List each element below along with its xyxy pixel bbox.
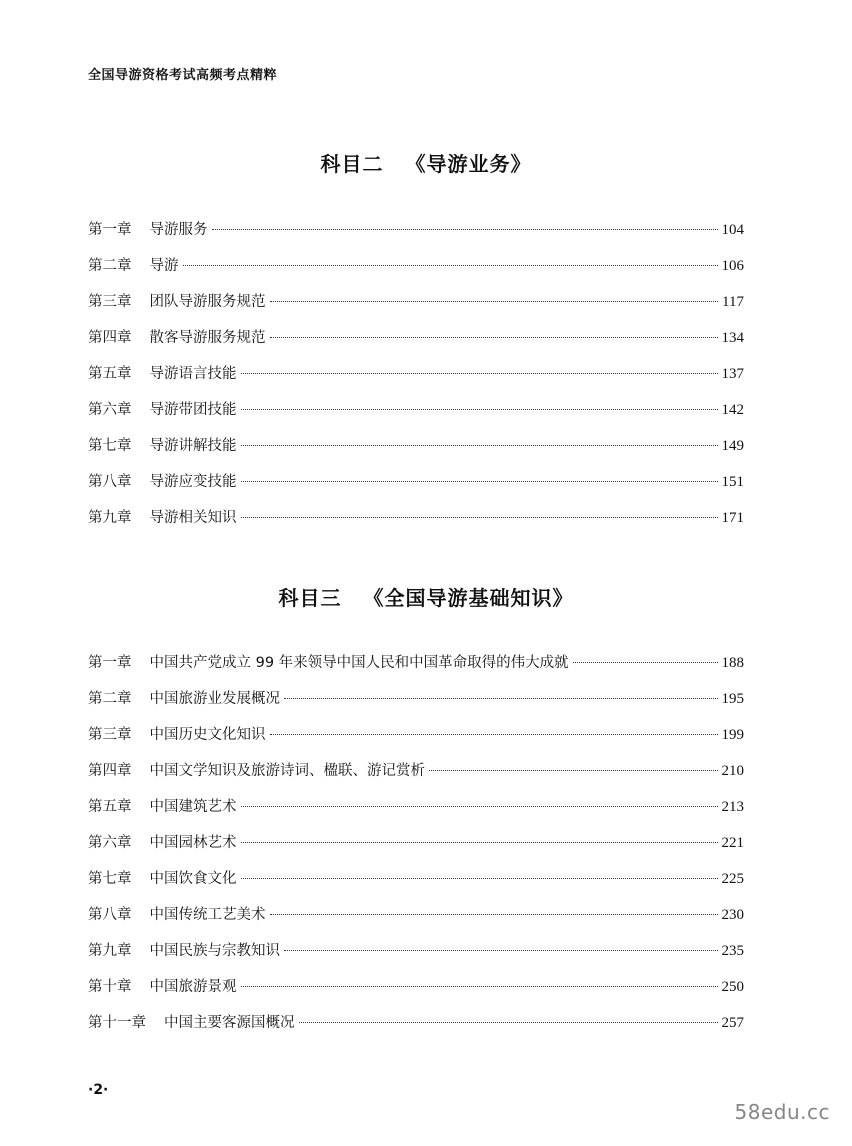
- section-number: 科目三: [278, 586, 342, 610]
- section-name: 《导游业务》: [405, 152, 532, 176]
- toc-entry[interactable]: [88, 1013, 744, 1049]
- chapter-title: 导游应变技能: [149, 474, 237, 490]
- chapter-title: 导游服务: [149, 222, 208, 238]
- chapter-title: 中国历史文化知识: [149, 727, 266, 743]
- chapter-title: 中国旅游景观: [149, 979, 237, 995]
- section-title-subject-3: [0, 582, 852, 611]
- chapter-title: 中国饮食文化: [149, 871, 237, 887]
- toc-list-subject-3: [88, 653, 744, 1049]
- toc-entry[interactable]: [88, 220, 744, 256]
- page-number: 106: [721, 258, 744, 274]
- watermark: 58edu.cc: [734, 1100, 830, 1124]
- chapter-number: 第八章: [88, 474, 132, 490]
- chapter-number: 第五章: [88, 366, 132, 382]
- chapter-title: 导游带团技能: [149, 402, 237, 418]
- chapter-number: 第九章: [88, 510, 132, 526]
- dot-leader: [241, 878, 718, 879]
- section-title-subject-2: [0, 148, 852, 177]
- chapter-title: 中国民族与宗教知识: [149, 943, 280, 959]
- chapter-number: 第十章: [88, 979, 132, 995]
- page-number: 257: [721, 1015, 744, 1031]
- section-name: 《全国导游基础知识》: [363, 586, 574, 610]
- chapter-number: 第二章: [88, 691, 132, 707]
- dot-leader: [241, 409, 718, 410]
- chapter-number: 第九章: [88, 943, 132, 959]
- toc-entry[interactable]: [88, 653, 744, 689]
- dot-leader: [241, 986, 718, 987]
- page-number: 171: [721, 510, 744, 526]
- page-number: 230: [721, 907, 744, 923]
- toc-entry[interactable]: [88, 292, 744, 328]
- toc-entry[interactable]: [88, 328, 744, 364]
- chapter-title: 中国园林艺术: [149, 835, 237, 851]
- page-marker: ·2·: [88, 1082, 109, 1098]
- dot-leader: [241, 481, 718, 482]
- chapter-number: 第四章: [88, 330, 132, 346]
- running-header: 全国导游资格考试高频考点精粹: [88, 68, 278, 83]
- page-number: 137: [721, 366, 744, 382]
- dot-leader: [183, 265, 718, 266]
- dot-leader: [299, 1022, 718, 1023]
- toc-entry[interactable]: [88, 797, 744, 833]
- chapter-number: 第六章: [88, 402, 132, 418]
- dot-leader: [241, 445, 718, 446]
- chapter-title: 中国建筑艺术: [149, 799, 237, 815]
- chapter-number: 第五章: [88, 799, 132, 815]
- dot-leader: [241, 806, 718, 807]
- page-number: 134: [721, 330, 744, 346]
- toc-entry[interactable]: [88, 905, 744, 941]
- chapter-number: 第六章: [88, 835, 132, 851]
- page-number: 213: [721, 799, 744, 815]
- toc-entry[interactable]: [88, 256, 744, 292]
- chapter-number: 第四章: [88, 763, 132, 779]
- chapter-title: 导游: [149, 258, 179, 274]
- toc-list-subject-2: [88, 220, 744, 544]
- chapter-title: 中国传统工艺美术: [149, 907, 266, 923]
- chapter-title: 散客导游服务规范: [149, 330, 266, 346]
- page-number: 142: [721, 402, 744, 418]
- page-number: 151: [721, 474, 744, 490]
- page-number: 221: [721, 835, 744, 851]
- toc-entry[interactable]: [88, 833, 744, 869]
- dot-leader: [284, 698, 718, 699]
- chapter-number: 第八章: [88, 907, 132, 923]
- page-number: 188: [721, 655, 744, 671]
- toc-entry[interactable]: [88, 941, 744, 977]
- toc-entry[interactable]: [88, 869, 744, 905]
- chapter-number: 第一章: [88, 222, 132, 238]
- page-number: 199: [721, 727, 744, 743]
- toc-entry[interactable]: [88, 400, 744, 436]
- chapter-number: 第十一章: [88, 1015, 146, 1031]
- chapter-title: 中国主要客源国概况: [164, 1015, 295, 1031]
- chapter-number: 第七章: [88, 438, 132, 454]
- dot-leader: [241, 373, 718, 374]
- chapter-title: 中国共产党成立 99 年来领导中国人民和中国革命取得的伟大成就: [149, 655, 569, 671]
- chapter-title: 导游相关知识: [149, 510, 237, 526]
- toc-entry[interactable]: [88, 508, 744, 544]
- chapter-number: 第七章: [88, 871, 132, 887]
- dot-leader: [270, 734, 718, 735]
- page-number: 195: [721, 691, 744, 707]
- toc-entry[interactable]: [88, 689, 744, 725]
- toc-entry[interactable]: [88, 436, 744, 472]
- page-number: 117: [722, 294, 744, 310]
- page-number: 210: [721, 763, 744, 779]
- toc-entry[interactable]: [88, 977, 744, 1013]
- dot-leader: [270, 337, 718, 338]
- chapter-number: 第一章: [88, 655, 132, 671]
- section-number: 科目二: [320, 152, 384, 176]
- toc-entry[interactable]: [88, 472, 744, 508]
- dot-leader: [241, 842, 718, 843]
- dot-leader: [429, 770, 718, 771]
- page-number: 250: [721, 979, 744, 995]
- dot-leader: [212, 229, 718, 230]
- dot-leader: [573, 662, 718, 663]
- chapter-title: 团队导游服务规范: [149, 294, 266, 310]
- chapter-number: 第二章: [88, 258, 132, 274]
- page-number: 225: [721, 871, 744, 887]
- page-number: 149: [721, 438, 744, 454]
- chapter-title: 导游讲解技能: [149, 438, 237, 454]
- page-number: 235: [721, 943, 744, 959]
- toc-entry[interactable]: [88, 364, 744, 400]
- toc-entry[interactable]: [88, 761, 744, 797]
- chapter-title: 导游语言技能: [149, 366, 237, 382]
- dot-leader: [270, 301, 719, 302]
- chapter-title: 中国文学知识及旅游诗词、楹联、游记赏析: [149, 763, 425, 779]
- toc-entry[interactable]: [88, 725, 744, 761]
- page-number: 104: [721, 222, 744, 238]
- dot-leader: [241, 517, 718, 518]
- chapter-title: 中国旅游业发展概况: [149, 691, 280, 707]
- chapter-number: 第三章: [88, 294, 132, 310]
- dot-leader: [284, 950, 718, 951]
- chapter-number: 第三章: [88, 727, 132, 743]
- dot-leader: [270, 914, 718, 915]
